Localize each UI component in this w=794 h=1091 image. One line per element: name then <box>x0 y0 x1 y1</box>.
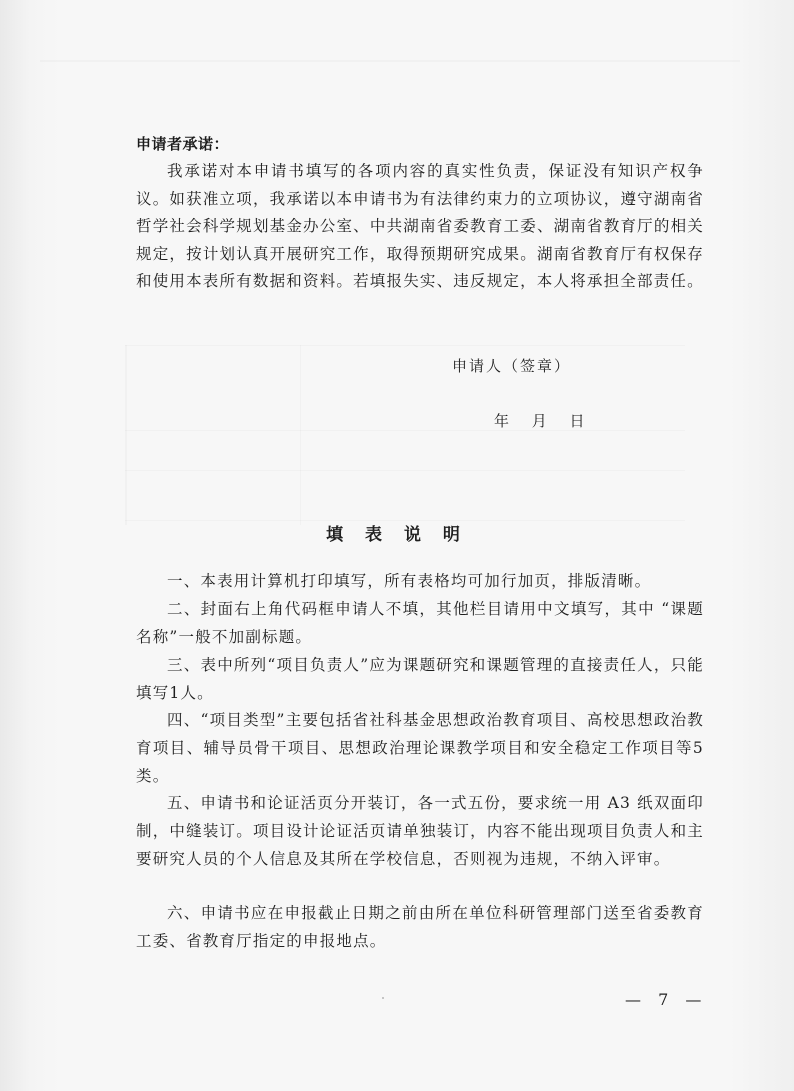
signature-label: 申请人（签章） <box>452 357 572 375</box>
instruction-item: 五、申请书和论证活页分开装订，各一式五份，要求统一用 A3 纸双面印制，中缝装订。项目设计论证活页请单独装订，内容不能出现项目负责人和主要研究人员的个人信息及其所在学校信息，否则视为违规，不纳入评审。 <box>136 794 704 868</box>
ghost-line <box>125 345 127 525</box>
ghost-line <box>40 60 740 62</box>
ghost-line <box>300 345 301 525</box>
instruction-item: 三、表中所列“项目负责人”应为课题研究和课题管理的直接责任人，只能填写1人。 <box>136 656 704 702</box>
instructions-title: 填 表 说 明 <box>326 525 468 545</box>
promise-body: 我承诺对本申请书填写的各项内容的真实性负责，保证没有知识产权争议。如获准立项，我承诺以本申请书为有法律约束力的立项协议，遵守湖南省哲学社会科学规划基金办公室、中共湖南省委教育工委、湖南省教育厅的相关规定，按计划认真开展研究工作，取得预期研究成果。湖南省教育厅有权保存和使用本表所有数据和资料。若填报失实、违反规定，本人将承担全部责任。 <box>136 162 704 291</box>
instruction-item: 二、封面右上角代码框申请人不填，其他栏目请用中文填写，其中 “课题名称”一般不加副标题。 <box>136 600 704 646</box>
paper-speck <box>382 997 384 999</box>
ghost-line <box>125 345 685 346</box>
date-label: 年 月 日 <box>494 412 587 430</box>
promise-heading: 申请者承诺： <box>136 135 230 153</box>
ghost-line <box>125 430 685 431</box>
page-number: — 7 — <box>625 990 708 1009</box>
ghost-line <box>125 470 685 471</box>
instruction-item: 六、申请书应在申报截止日期之前由所在单位科研管理部门送至省委教育工委、省教育厅指定的申报地点。 <box>136 904 704 950</box>
instruction-item: 一、本表用计算机打印填写，所有表格均可加行加页，排版清晰。 <box>167 572 652 590</box>
instruction-item: 四、“项目类型”主要包括省社科基金思想政治教育项目、高校思想政治教育项目、辅导员骨干项目、思想政治理论课教学项目和安全稳定工作项目等5类。 <box>136 711 704 785</box>
